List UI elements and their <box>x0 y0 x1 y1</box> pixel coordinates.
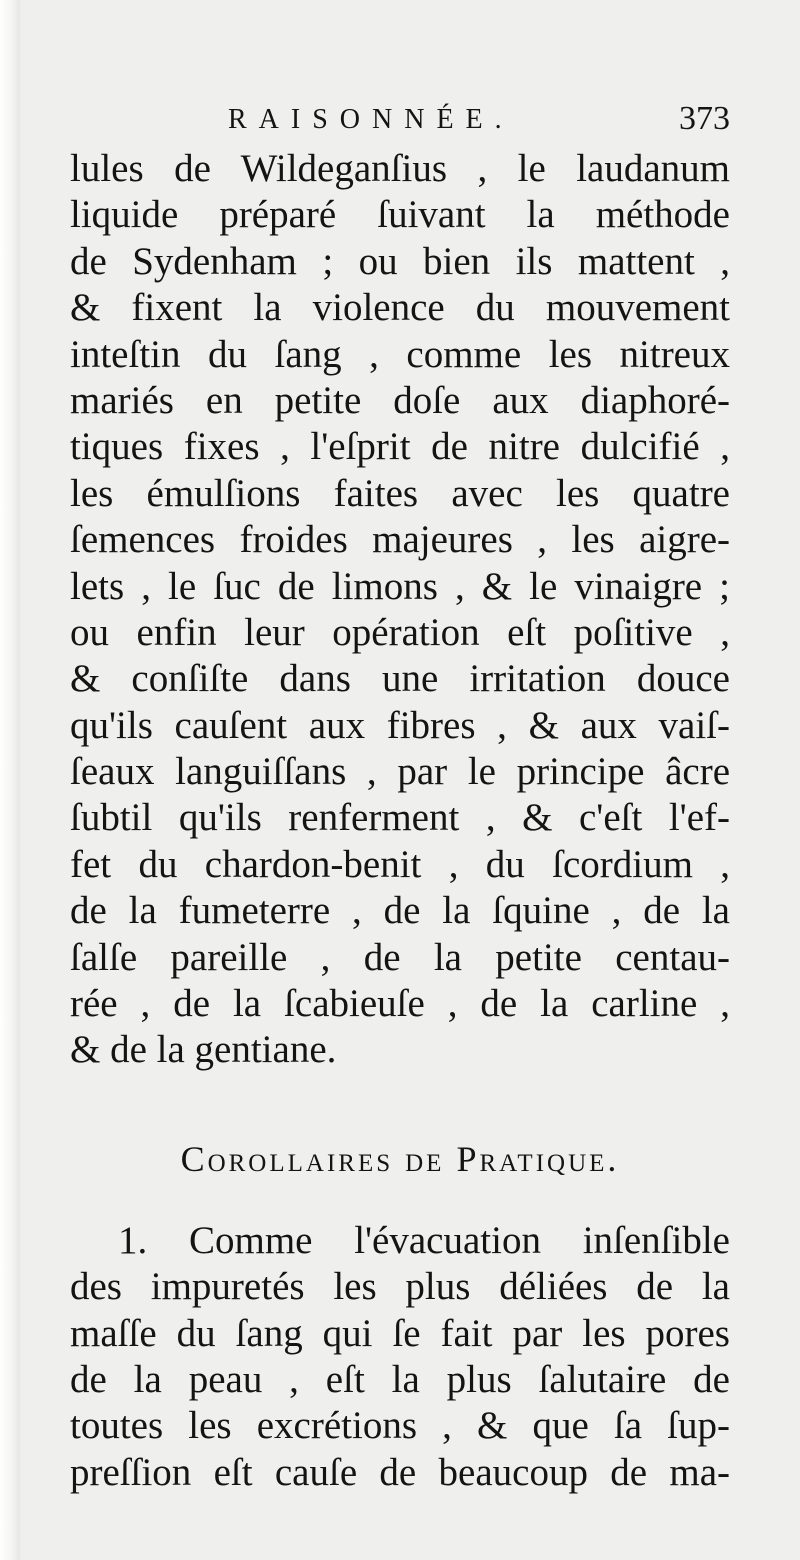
page-edge-shadow <box>0 0 20 1560</box>
section-heading: Corollaires de Pratique. <box>180 1138 620 1179</box>
text-line: ou enfin leur opération eſt poſitive , <box>70 610 730 654</box>
text-line: maſſe du ſang qui ſe fait par les pores <box>70 1311 730 1355</box>
page-content <box>70 100 730 1496</box>
text-line: les émulſions faites avec les quatre <box>70 471 730 515</box>
text-line: lets , le ſuc de limons , & le vinaigre ; <box>70 564 730 608</box>
text-line: & de la gentiane. <box>70 1028 337 1072</box>
text-line: preſſion eſt cauſe de beaucoup de ma- <box>70 1450 730 1494</box>
text-line: de la peau , eſt la plus ſalutaire de <box>70 1357 730 1401</box>
text-line: mariés en petite doſe aux diaphoré- <box>70 378 730 422</box>
text-line: rée , de la ſcabieuſe , de la carline , <box>70 982 730 1026</box>
text-line: lules de Wildeganſius , le laudanum <box>70 147 730 190</box>
text-line: ſemences froides majeures , les aigre- <box>70 518 730 562</box>
page-number: 373 <box>679 100 730 137</box>
text-line: des impuretés les plus déliées de la <box>70 1265 730 1309</box>
paragraph-1 <box>70 146 730 1074</box>
text-line: & conſiſte dans une irritation douce <box>70 657 730 701</box>
running-title: RAISONNÉE. <box>228 104 514 135</box>
text-line: de la fumeterre , de la ſquine , de la <box>70 889 730 933</box>
text-line: fet du chardon-benit , du ſcordium , <box>70 842 730 886</box>
text-line: toutes les excrétions , & que ſa ſup- <box>70 1404 730 1448</box>
text-line: ſalſe pareille , de la petite centau- <box>70 935 730 979</box>
text-line: qu'ils cauſent aux fibres , & aux vaiſ- <box>70 703 730 747</box>
running-head <box>70 100 730 146</box>
text-line: tiques fixes , l'eſprit de nitre dulcifié , <box>70 425 730 469</box>
text-line: & fixent la violence du mouvement <box>70 286 730 330</box>
text-line: de Sydenham ; ou bien ils mattent , <box>70 239 730 283</box>
text-line: 1. Comme l'évacuation inſenſible <box>118 1218 730 1262</box>
text-line: ſubtil qu'ils renferment , & c'eſt l'ef- <box>70 796 730 840</box>
paragraph-2 <box>70 1218 730 1496</box>
text-line: ſeaux languiſſans , par le principe âcre <box>70 750 730 794</box>
text-line: inteſtin du ſang , comme les nitreux <box>70 332 730 376</box>
text-line: liquide préparé ſuivant la méthode <box>70 193 730 237</box>
